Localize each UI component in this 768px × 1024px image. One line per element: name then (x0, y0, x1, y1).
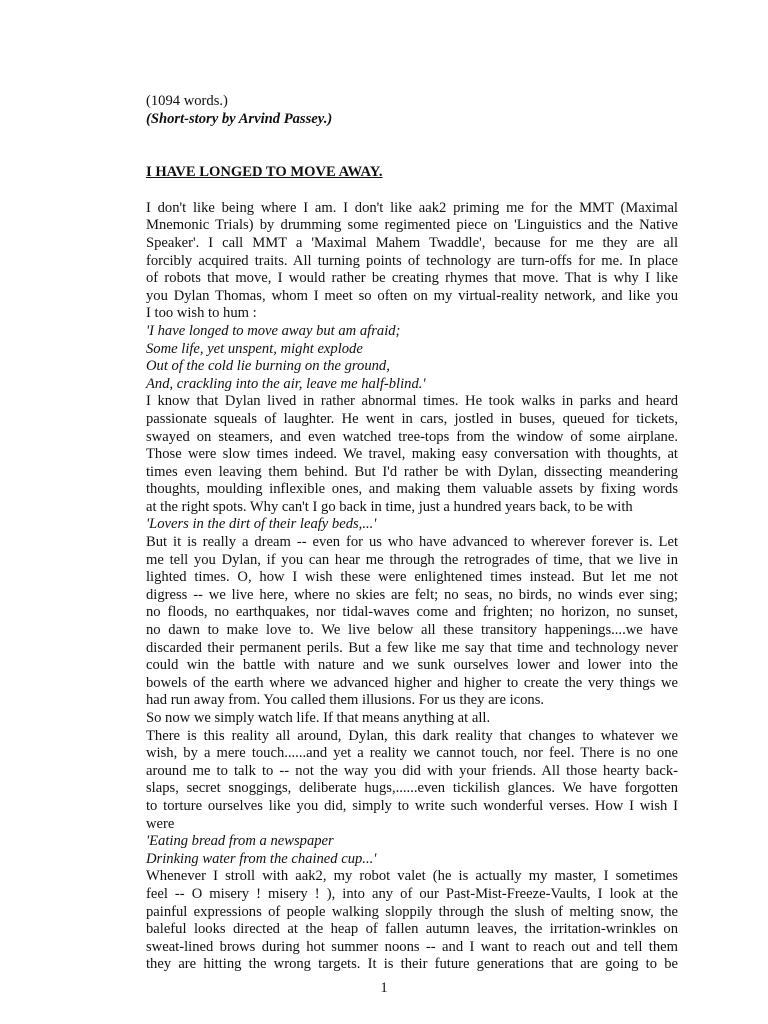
text-line: bowels of the earth where we advanced higher and higher to create the very things we (146, 674, 678, 691)
poem-excerpt-2: 'Lovers in the dirt of their leafy beds,...' (146, 516, 377, 533)
page-number: 1 (380, 980, 388, 996)
text-line: passionate squeals of laughter. He went in cars, jostled in buses, queued for tickets, (146, 410, 678, 427)
text-line: me tell you Dylan, if you can hear me through the retrogrades of time, that we live in (146, 551, 678, 568)
text-line: could win the battle with nature and we sunk ourselves lower and lower into the (146, 657, 678, 674)
text-line: I know that Dylan lived in rather abnormal times. He took walks in parks and heard (146, 393, 678, 410)
text-line: you Dylan Thomas, whom I meet so often on my virtual-reality network, and like you (146, 287, 678, 304)
poem-excerpt-3 (146, 833, 678, 868)
poem-line: 'I have longed to move away but am afraid; (146, 322, 401, 339)
text-line: sweat-lined brows during hot summer noons -- and I want to reach out and tell them (146, 938, 678, 955)
poem-excerpt-1 (146, 323, 678, 393)
text-line: discarded their permanent perils. But a few like me say that time and technology never (146, 639, 678, 656)
text-line: had run away from. You called them illusions. For us they are icons. (146, 692, 545, 709)
text-line: There is this reality all around, Dylan, this dark reality that changes to whatever we (146, 727, 678, 744)
text-line: painful expressions of people walking sloppily through the slush of melting snow, the (146, 903, 678, 920)
text-line: they are hitting the wrong targets. It is their future generations that are going to be (146, 956, 678, 973)
text-line: I too wish to hum : (146, 305, 257, 322)
text-line: Whenever I stroll with aak2, my robot valet (he is actually my master, I sometimes (146, 868, 678, 885)
text-line: lighted times. O, how I wish these were enlightened times instead. But let me not (146, 569, 678, 586)
paragraph-6 (146, 868, 678, 974)
text-line: I don't like being where I am. I don't like aak2 priming me for the MMT (Maximal (146, 199, 678, 216)
text-line: Mnemonic Trials) by drumming some regimented piece on 'Linguistics and the Native (146, 217, 678, 234)
word-count: (1094 words.) (146, 93, 228, 109)
text-line: Speaker'. I call MMT a 'Maximal Mahem Twaddle', because for me they are all (146, 234, 678, 251)
story-title: I HAVE LONGED TO MOVE AWAY. (146, 164, 383, 181)
paragraph-1 (146, 200, 678, 323)
text-column (146, 93, 678, 974)
poem-line: And, crackling into the air, leave me half-blind.' (146, 375, 426, 392)
text-line: around me to talk to -- not the way you did with your friends. All those hearty back- (146, 762, 678, 779)
paragraph-3 (146, 534, 678, 710)
text-line: slaps, secret snoggings, deliberate hugs,......even tickilish glances. We have forgotten (146, 780, 678, 797)
paragraph-4: So now we simply watch life. If that means anything at all. (146, 710, 491, 726)
text-line: baleful looks directed at the heap of fallen autumn leaves, the irritation-wrinkles on (146, 921, 678, 938)
text-line: wish, by a mere touch......and yet a reality we cannot touch, nor feel. There is no one (146, 745, 678, 762)
poem-line: 'Eating bread from a newspaper (146, 833, 334, 850)
text-line: at the right spots. Why can't I go back in time, just a hundred years back, to be with (146, 498, 633, 515)
text-line: feel -- O misery ! misery ! ), into any of our Past-Mist-Freeze-Vaults, I look at the (146, 885, 678, 902)
poem-line: Drinking water from the chained cup...' (146, 850, 377, 867)
text-line: Those were slow times indeed. We travel, making easy conversation with thoughts, at (146, 446, 678, 463)
poem-line: Some life, yet unspent, might explode (146, 340, 363, 357)
text-line: digress -- we live here, where no skies are felt; no seas, no birds, no winds ever sing; (146, 586, 678, 603)
text-line: swayed on steamers, and even watched tree-tops from the window of some airplane. (146, 428, 678, 445)
text-line: forcibly acquired traits. All turning points of technology are turn-offs for me. In place (146, 252, 678, 269)
text-line: to torture ourselves like you did, simply to write such wonderful verses. How I wish I (146, 797, 678, 814)
text-line: times even leaving them behind. But I'd rather be with Dylan, dissecting meandering (146, 463, 678, 480)
text-line: of robots that move, I would rather be creating rhymes that move. That is why I like (146, 270, 678, 287)
text-line: no floods, no earthquakes, nor tidal-waves come and frighten; no horizon, no sunset, (146, 604, 678, 621)
paragraph-5 (146, 728, 678, 834)
paragraph-2 (146, 393, 678, 516)
byline: (Short-story by Arvind Passey.) (146, 110, 333, 127)
text-line: no dawn to make love to. We live below all these transitory happenings....we have (146, 622, 678, 639)
text-line: were (146, 815, 175, 832)
text-line: thoughts, moulding inflexible ones, and making them valuable assets by fixing words (146, 481, 678, 498)
text-line: But it is really a dream -- even for us who have advanced to wherever forever is. Let (146, 534, 678, 551)
poem-line: Out of the cold lie burning on the ground, (146, 358, 390, 375)
